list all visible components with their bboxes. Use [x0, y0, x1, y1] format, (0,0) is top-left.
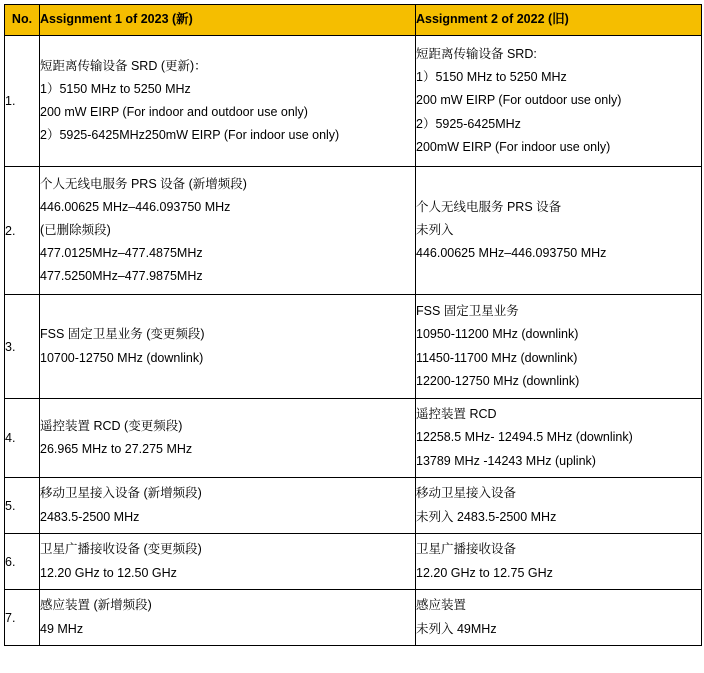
row-5-assignment-2022 — [416, 478, 702, 534]
text-line: 200 mW EIRP (For indoor and outdoor use only) — [40, 105, 308, 119]
text-line: 2）5925-6425MHz250mW EIRP (For indoor use only) — [40, 128, 340, 143]
row-4-assignment-2023 — [40, 399, 416, 478]
row-number: 1. — [5, 36, 40, 167]
row-number: 3. — [5, 295, 40, 399]
row-2-assignment-2023 — [40, 167, 416, 295]
row-3-assignment-2023 — [40, 295, 416, 399]
text-line: 遥控装置 RCD — [416, 407, 497, 422]
table-row — [5, 590, 702, 646]
text-line: 446.00625 MHz–446.093750 MHz — [416, 246, 607, 261]
text-line: 移动卫星接入设备 — [416, 486, 517, 501]
row-6-assignment-2023 — [40, 534, 416, 590]
row-3-assignment-2022 — [416, 295, 702, 399]
table-row — [5, 534, 702, 590]
text-line: 卫星广播接收设备 — [416, 542, 517, 557]
row-number: 5. — [5, 478, 40, 534]
text-line: 11450-11700 MHz (downlink) — [416, 350, 578, 365]
text-line: 12258.5 MHz- 12494.5 MHz (downlink) — [416, 430, 633, 445]
table-row — [5, 399, 702, 478]
text-line: 2）5925-6425MHz — [416, 116, 521, 131]
text-line: 446.00625 MHz–446.093750 MHz — [40, 199, 231, 214]
row-5-assignment-2023 — [40, 478, 416, 534]
text-line: 未列入 — [416, 222, 454, 237]
table-row — [5, 167, 702, 295]
text-line: 13789 MHz -14243 MHz (uplink) — [416, 453, 596, 468]
text-line: 移动卫星接入设备 (新增频段) — [40, 486, 202, 501]
row-6-assignment-2022 — [416, 534, 702, 590]
row-number: 7. — [5, 590, 40, 646]
text-line: 200 mW EIRP (For outdoor use only) — [416, 93, 622, 108]
text-line: FSS 固定卫星业务 — [416, 304, 519, 319]
text-line: 10700-12750 MHz (downlink) — [40, 350, 204, 365]
row-4-assignment-2022 — [416, 399, 702, 478]
row-2-assignment-2022 — [416, 167, 702, 295]
text-line: FSS 固定卫星业务 (变更频段) — [40, 327, 205, 342]
table-header — [5, 5, 702, 36]
text-line: 477.5250MHz–477.9875MHz — [40, 269, 203, 284]
table-row — [5, 36, 702, 167]
text-line: 26.965 MHz to 27.275 MHz — [40, 442, 193, 456]
text-line: 个人无线电服务 PRS 设备 — [416, 199, 562, 214]
text-line: (已删除频段) — [40, 222, 111, 237]
text-line: 477.0125MHz–477.4875MHz — [40, 246, 203, 261]
text-line: 卫星广播接收设备 (变更频段) — [40, 542, 202, 557]
table-row — [5, 478, 702, 534]
row-number: 6. — [5, 534, 40, 590]
text-line: 感应装置 (新增频段) — [40, 598, 152, 613]
text-line: 49 MHz — [40, 621, 84, 636]
text-line: 短距离传输设备 SRD: — [416, 47, 537, 62]
header-row — [5, 5, 702, 36]
text-line: 12200-12750 MHz (downlink) — [416, 373, 580, 388]
text-line: 短距离传输设备 SRD (更新)： — [40, 58, 207, 73]
table-row — [5, 295, 702, 399]
text-line: 未列入 2483.5-2500 MHz — [416, 509, 557, 524]
text-line: 个人无线电服务 PRS 设备 (新增频段) — [40, 176, 247, 191]
text-line: 10950-11200 MHz (downlink) — [416, 327, 579, 342]
row-number: 2. — [5, 167, 40, 295]
text-line: 1）5150 MHz to 5250 MHz — [40, 81, 191, 96]
text-line: 感应装置 — [416, 598, 467, 613]
header-assignment-2-2022: Assignment 2 of 2022 (旧) — [416, 5, 702, 36]
text-line: 12.20 GHz to 12.50 GHz — [40, 565, 177, 580]
text-line: 未列入 49MHz — [416, 621, 497, 636]
text-line: 1）5150 MHz to 5250 MHz — [416, 70, 567, 85]
header-no: No. — [5, 5, 40, 36]
text-line: 遥控装置 RCD (变更频段) — [40, 418, 183, 433]
row-number: 4. — [5, 399, 40, 478]
comparison-table — [4, 4, 702, 646]
table-body — [5, 36, 702, 646]
text-line: 12.20 GHz to 12.75 GHz — [416, 565, 553, 580]
text-line: 200mW EIRP (For indoor use only) — [416, 139, 611, 154]
header-assignment-1-2023: Assignment 1 of 2023 (新) — [40, 5, 416, 36]
row-7-assignment-2023 — [40, 590, 416, 646]
row-7-assignment-2022 — [416, 590, 702, 646]
row-1-assignment-2022 — [416, 36, 702, 167]
row-1-assignment-2023 — [40, 36, 416, 167]
text-line: 2483.5-2500 MHz — [40, 509, 140, 524]
